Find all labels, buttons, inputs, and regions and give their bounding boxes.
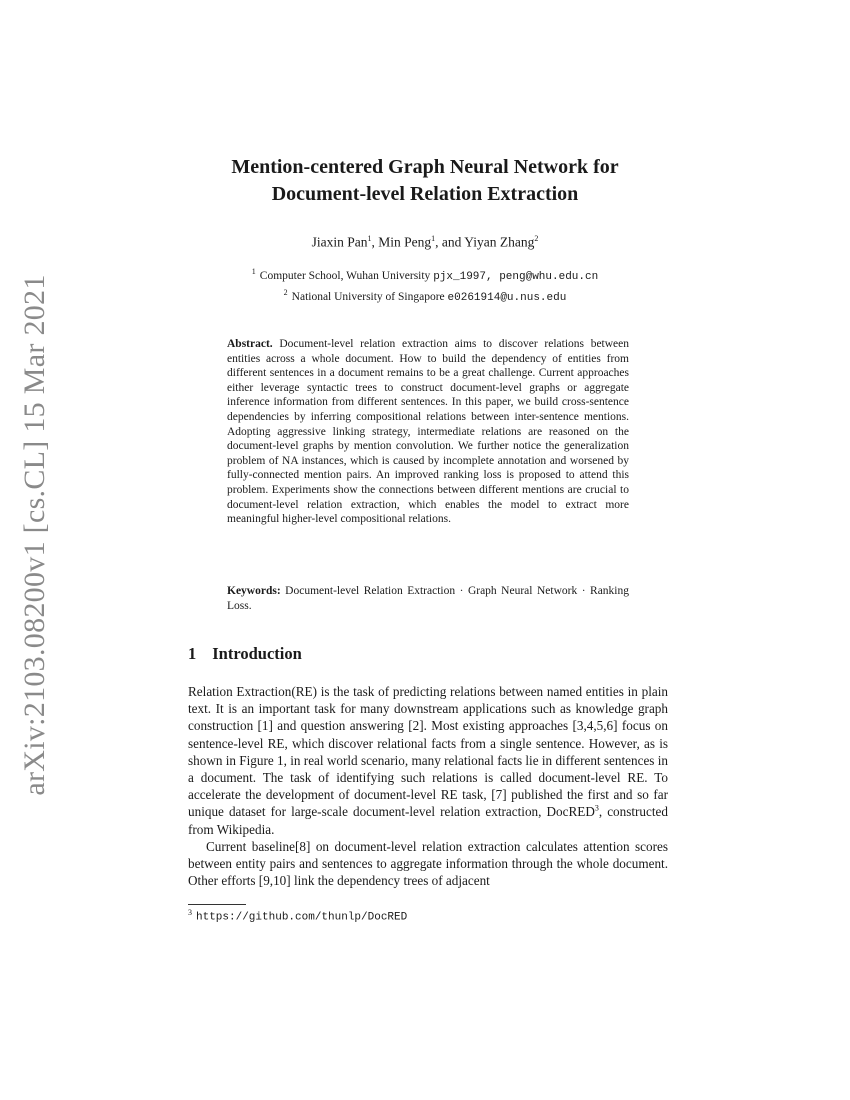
paragraph-text: , constructed from Wikipedia.: [188, 804, 668, 837]
author-affiliation-mark: 1: [367, 234, 372, 243]
author-name: Yiyan Zhang: [464, 234, 535, 250]
paper-title: [150, 154, 700, 208]
affiliation-name: National University of Singapore: [291, 290, 445, 303]
section-heading: [188, 644, 302, 664]
affiliation-mark: 2: [283, 287, 288, 297]
footnote-divider: [188, 904, 246, 905]
abstract: [227, 337, 629, 527]
author-list: [150, 234, 700, 251]
title-line-2: Document-level Relation Extraction: [271, 183, 579, 205]
paragraph-text: Current baseline[8] on document-level relation extraction calculates attention scores between entity pairs and sentences to aggregate information through the whole document. Other efforts [9,10] link the dependency trees of adjacent: [188, 838, 668, 889]
footnote-mark: 3: [188, 908, 192, 917]
footnote-reference[interactable]: 3: [594, 804, 599, 814]
footnote-link[interactable]: https://github.com/thunlp/DocRED: [196, 911, 408, 924]
arxiv-identifier[interactable]: arXiv:2103.08200v1 [cs.CL] 15 Mar 2021: [18, 274, 51, 796]
introduction-body: [188, 683, 668, 889]
footnote: [188, 908, 407, 924]
section-title: Introduction: [212, 644, 302, 663]
abstract-text: Document-level relation extraction aims to discover relations between entities across a whole document. How to build the dependency of entities from different sentences in a document remains to be a great challenge. Current approaches either leverage syntactic trees to construct document-level graphs or aggregate inference information from different sentences. In this paper, we build cross-sentence dependencies by inferring compositional relations between inter-sentence mentions. Adopting aggressive linking strategy, intermediate relations are reasoned on the document-level graphs by mention convolution. We further notice the generalization problem of NA instances, which is caused by incomplete annotation and worsened by fully-connected mention pairs. An improved ranking loss is proposed to attend this problem. Experiments show the connections between different mentions are crucial to document-level relation extraction, which enables the model to extract more meaningful higher-level compositional relations.: [227, 338, 630, 526]
keywords: [227, 584, 629, 613]
affiliation-mark: 1: [251, 267, 256, 276]
author-separator: ,: [371, 234, 379, 250]
author-name: Jiaxin Pan: [311, 234, 368, 250]
author-affiliation-mark: 1: [431, 234, 436, 243]
keywords-label: Keywords:: [227, 585, 281, 597]
affiliation-line: [150, 264, 700, 285]
affiliation-name: Computer School, Wuhan University: [259, 269, 431, 282]
section-number: 1: [188, 644, 197, 663]
author-separator: , and: [435, 234, 465, 250]
affiliations: [150, 264, 700, 306]
arxiv-side-stamp: [15, 274, 55, 796]
affiliation-emails[interactable]: pjx_1997, peng@whu.edu.cn: [433, 270, 599, 283]
affiliation-emails[interactable]: e0261914@u.nus.edu: [447, 291, 567, 304]
abstract-label: Abstract.: [227, 338, 273, 350]
title-line-1: Mention-centered Graph Neural Network for: [231, 156, 619, 178]
paragraph-text: Relation Extraction(RE) is the task of predicting relations between named entities in plain text. It is an important task for many downstream applications such as knowledge graph construction [1] and question answering [2]. Most existing approaches [3,4,5,6] focus on sentence-level RE, which discover relational facts from a single sentence. However, as is shown in Figure 1, in real world scenario, many relational facts lie in different sentences in a document. The task of identifying such relations is called document-level RE. To accelerate the development of document-level RE task, [7] published the first and so far unique dataset for large-scale document-level relation extraction, DocRED: [188, 684, 668, 820]
paragraph: [188, 683, 668, 838]
author-affiliation-mark: 2: [534, 234, 539, 243]
paragraph: [188, 838, 668, 890]
affiliation-line: [150, 285, 700, 306]
author-name: Min Peng: [378, 234, 432, 250]
keywords-text: Document-level Relation Extraction · Graph Neural Network · Ranking Loss.: [227, 585, 629, 612]
